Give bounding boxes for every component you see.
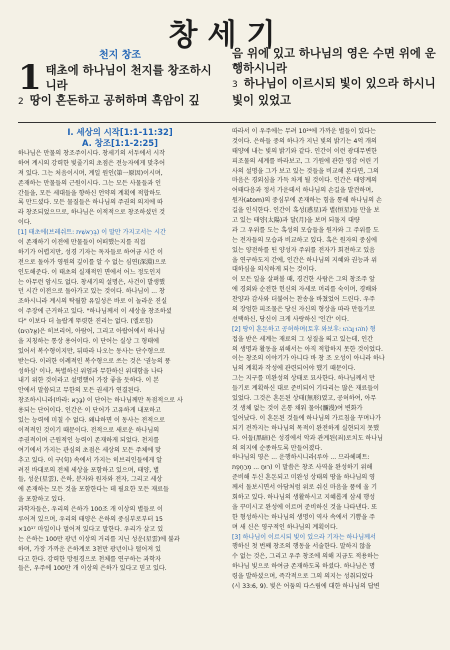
commentary-line: 그는 지구를 미완성의 상태로 묘사한다. 하나님께서 만 [232,375,376,383]
commentary-line: 받는다. 이러한 이례적인 복수형으로 쓰는 것은 '권능의 풍 [18,357,171,365]
commentary-line: 대하심을 의식하게 되는 것이다. [232,266,317,274]
commentary-left-column [18,127,222,592]
commentary-body [18,123,436,592]
commentary-line: 들은, 우주에 100만 개 이상의 은하가 있다고 믿고 있다. [18,565,167,573]
commentary-line: 께서 돌보시면서 아담처럼 위로 쉬신 마음을 품에 울 기 [232,484,378,492]
commentary-line: 며 새 신은 영구적인 하나님의 계획이다. [232,523,338,531]
commentary-line: 의 장엄한 피조물은 당신 자신의 형상을 따라 만들기로 [232,306,376,314]
commentary-line: 에 존재하는 모든 것을 포함한다는 데 필요한 모든 재료들 [18,486,169,494]
commentary-line: 라 창조되었으므로, 하나님은 이적적으로 창조하셨던 것 [18,209,166,217]
commentary-line: 다. 어둡(黑暗)은 성경에서 악과 관계된(죄)로치도 하나님 [232,434,384,442]
commentary-line: 피조물의 세계를 바라보고, 그 기원에 관한 영감 어린 기 [232,157,379,165]
commentary-line: 수 없는 것은, 그리고 우주 창조에 의해 지금도 적용하는 [232,553,379,561]
outline-heading-1: I. 세상의 시작[1:1-11:32] [67,127,173,137]
commentary-line: 들, 성운(星雲), 은하, 분자와 원자와 전자, 그리고 세상 [18,476,163,484]
commentary-line: 존재하는 만물들의 근원이시다. 그는 모든 사물들과 인 [18,179,162,187]
verse-3: 하나님이 이르시되 빛이 있으라 하시니 빛이 있었고 [232,76,436,107]
commentary-line: 다" 이보다 더 놀랍게 뚜렷한 진리는 없다. (엘로힘) [18,318,153,326]
commentary-line: 령을 발하셨으며, 즉각적으로 그의 의지는 성취되었다 [232,573,374,581]
commentary-line: [1] 태초에(브레쉬트: בְּרֵאשִׁית) 이 말만 가지고서는 시간 [18,229,166,237]
commentary-line: 을 꾸미시고 완성에 이르며 준비하신 것을 나타낸다. 또 [232,503,378,511]
commentary-line: 이 주장에 근거하고 있다. "하나님께서 이 세상을 창조하셨 [18,308,172,316]
commentary-line: 회하고 있다. 하나님의 생활하시고 지혜롭게 삼세 행성 [232,493,376,501]
commentary-line: 을 연구하도지 간에, 인간은 하나님의 지혜와 권능과 위 [232,256,378,264]
commentary-line: 것이다. 은하들 중의 하나가 지닌 빛의 밝기는 4억 개의 [232,137,377,145]
commentary-line: 마음은 경외심을 가득 차게 될 것이다. 인간은 태양계의 [232,177,378,185]
book-title: 창세기 [168,18,286,53]
commentary-line: 하나님은 만물의 창조주이시다. 창세기의 서두에서 시작 [18,150,166,157]
commentary-line: 안에서 말씀되고 무한의 모든 권세가 연결된다. [18,387,142,395]
commentary-line: 원자(atom)의 중심부에 존재하는 힘을 통해 하나님의 손 [232,197,382,205]
commentary-line: (시 33:6, 9). 빛은 어둠의 다스림에 대한 하나님의 답변 [232,582,380,590]
commentary-line: 따라서 이 우주에는 무려 10²⁴에 가까운 별들이 있다는 [232,128,376,135]
scripture-right-column [232,46,436,118]
commentary-line: 려진 바대로의 전체 세상을 포함하고 있으며, 태양, 별 [18,466,160,474]
commentary-line: 창조하시니라(바라: בָּרָא) 이 단어는 하나님께만 독점적으로 사 [18,397,183,405]
commentary-line: 이다. [18,219,32,227]
commentary-line: 일어났다. 이 혼돈된 것들에 하나님의 가르침을 꾸며나가 [232,414,381,422]
commentary-line: 는 전자들의 모습과 비교하고 있다. 혹은 원자의 중심에 [232,236,378,244]
section-heading: 천지 창조 [98,50,142,61]
commentary-line: 루어져 있으며, 우리의 태양은 은하의 중심부로부터 15 [18,515,163,523]
scripture-header [18,46,436,123]
commentary-line: 있는 능력에 미칠 수 없다. 왜냐하면 이 동사는 전적으로 [18,417,165,425]
commentary-line: 을 지칭하는 통상 용어이다. 이 단어는 실상 그 형태에 [18,337,160,345]
commentary-line: 성하심' 이나, 특별하신 위엄과 무한하신 위대함을 나타 [18,367,163,375]
commentary-line: רוּחַ ... מְרַחֶפֶת) 이 말씀은 창조 사역을 완성하기 위해 [232,464,373,472]
commentary-line: 인도해준다. 이 태초의 실재적인 면에서 어느 정도인지 [18,268,162,276]
commentary-line: 과학자들은, 우리의 은하가 100조 개 이상의 별들로 이 [18,506,163,514]
commentary-line: 추고 있다. 이 구(句) 속에서 가지는 히브리인들에게 알 [18,456,163,464]
commentary-line: 들기로 계획하신 대로 준비되어 기다리는 많은 재료들이 [232,385,380,393]
chapter-number: 1 [18,58,42,98]
commentary-line: 는 은하는 100만 광년 이상의 거리를 지닌 성운(星雲)에 불과 [18,535,180,543]
commentary-line: 준비해 두신 혼돈되고 미완성 상태의 땅을 하나님의 영 [232,474,376,482]
commentary-line: 행하신 첫 번째 창조의 행동을 서술한다. 말하지 않을 [232,543,372,551]
commentary-line: 하며, 가장 가까운 은하계로 3천만 광년이나 떨어져 있 [18,545,161,553]
commentary-line: 던 시간 이전으로 돌아가고 있는 것이다. 하나님이 ... 창 [18,288,165,296]
commentary-line: 조하시니라 계시의 탁월함 유일성은 바로 이 놀라운 진실 [18,298,167,306]
commentary-line: 있어서 복수형이지만, 뒤따라 나오는 동사는 단수형으로 [18,347,166,355]
verse-block-right [232,46,436,108]
commentary-line: 에 경외와 순전한 헌신의 자세로 머리를 숙이며, 경배와 [232,286,378,294]
commentary-line: 접을 받은 세계는 재료의 그 성질을 띄고 있는데, 인간 [232,335,374,343]
commentary-line: 것 생체 없는 것이 온통 채워 물아(瀰漫)여 변화가 [232,404,363,412]
commentary-line: 선택하신, 당신이 크게 사랑하신 '인간' 이다. [232,315,349,323]
commentary-line: 이 모든 일을 살펴볼 때, 경건한 사람은 그의 창조주 앞 [232,276,375,284]
commentary-line: 는 아무런 암시도 없다. 창세기의 설명은, 사건이 발생했 [18,278,165,286]
commentary-line: 록 만드셨다. 모든 물질들은 하나님의 주권의 의지에 따 [18,199,164,207]
verse-3-number: 3 [232,80,238,90]
commentary-line: 어태다음과 정서 가운데서 하나님의 손길을 발견하며, [232,187,374,195]
commentary-line: 태양에 내는 빛의 밝기와 같다. 인간이 이런 광대무변한 [232,147,378,155]
commentary-line: 길을 인식한다. 인간이 혹성(惑星)과 별(恒星)들 만을 보 [232,207,380,215]
commentary-line: 하나님 빛으로 하여금 존재하도록 하셨다. 하나님은 명 [232,563,376,571]
commentary-right-column [232,127,436,592]
verse-block-left [18,58,222,110]
commentary-line: 한 형성하시는 하나님의 생명이 역사 속에서 기쁨을 주 [232,513,376,521]
commentary-line: 하여 계시의 강력한 빛줄기의 초점은 전능자에게 맞추어 [18,159,166,167]
commentary-line: 전으로 돌아가 영원의 깊이를 알 수 없는 심연(深淵)으로 [18,258,167,266]
commentary-line: 하나님의 영은 ... 운행하시니라(루아 ... 므라헤페트: [232,454,370,462]
commentary-line: 과 그 우위를 도는 혹성의 모습들을 원자와 그 주위를 도 [232,226,379,234]
verse-2-continued: 음 위에 있고 하나님의 영은 수면 위에 운행하시니라 [232,46,436,75]
verse-1: 태초에 하나님이 천지를 창조하시니라 [45,63,212,92]
commentary-line: (אֱלֹהִים)은 히브리어, 아람어, 그리고 아랍어에서 하나님 [18,328,166,336]
commentary-line: 고 있는 태양(太陽)과 달(月)을 보며 되돌지 대량 [232,217,360,225]
commentary-line: 간들을, 모든 세대들을 향하신 언약의 계획에 적합하도 [18,189,162,197]
commentary-line: 의 생명과 활동을 위해서는 아직 적합하지 못한 것이었다. [232,345,383,353]
commentary-line: 용되는 단어이다. 인간은 이 단어가 고유하게 내포하고 [18,407,162,415]
commentary-line: 내기 위한 것이라고 설명했어 가장 좋을 듯하다. 이 본 [18,377,160,385]
commentary-line: 하기가 어렵지만, 성경 기자는 독자들로 하여금 시간 이 [18,248,164,256]
commentary-line: 을 포함하고 있다. [18,496,66,504]
commentary-line: [2] 땅이 혼돈하고 공허하며(토후 와보후: תֹהוּ וָבֹהוּ) 형 [232,325,376,333]
outline-heading-2: A. 창조[1:1-2:25] [82,138,158,148]
commentary-line: ×10¹⁷ 마일이나 멀어져 있다고 말한다. 우리가 살고 있 [18,525,164,533]
commentary-line: 이 존재하기 이전에 만물들이 어떠했는지를 직접 [18,239,146,247]
commentary-line: 다고 한다. 강력한 망원경으로 천체를 연구하는 과학자 [18,555,162,563]
commentary-line: 님의 계획과 작성에 관련되어야 했기 때문이다. [232,365,356,373]
commentary-line: 있었다. 그것은 혼돈된 상태(無形)였고, 공허하여, 아무 [232,395,377,403]
commentary-line: 져 있다. 그는 처음이시며, 계일 원인(第一原因)이시며, [18,169,163,177]
commentary-line: 주권적이며 근원적인 능력이 존재하게 되었다. 천지를 [18,436,160,444]
commentary-line: 이는 창조의 이야기가 아니다 바 창 조 오성이 아니라 하나 [232,355,385,363]
commentary-line: 되기 전까지는 하나님의 목적이 완전하게 실현되지 못했 [232,424,380,432]
commentary-line: 의 의지에 순종하도록 만들어졌다. [232,444,323,452]
scripture-left-column [18,46,222,118]
verse-2-number: 2 [18,97,24,107]
commentary-line: 있는 양전하를 띤 양성자 주위를 전자가 회전하고 있음 [232,246,376,254]
commentary-line: 여기에서 가지는 관심의 초점은 세상의 모든 주체에 맞 [18,446,162,454]
commentary-line: [3] 하나님이 이르시되 빛이 있으라 기자는 하나님께서 [232,533,376,541]
commentary-line: 사의 설명을 그가 보고 있는 것들을 비교해 본다면, 그의 [232,167,379,175]
commentary-line: 찬양과 감사와 더불어는 찬송을 바쳤었어 드린다. 우주 [232,296,376,304]
commentary-line: 이적적인 것이기 때문이다. 전적으로 새로운 하나님의 [18,426,160,434]
verse-2: 땅이 혼돈하고 공허하며 흑암이 깊 [29,93,200,107]
